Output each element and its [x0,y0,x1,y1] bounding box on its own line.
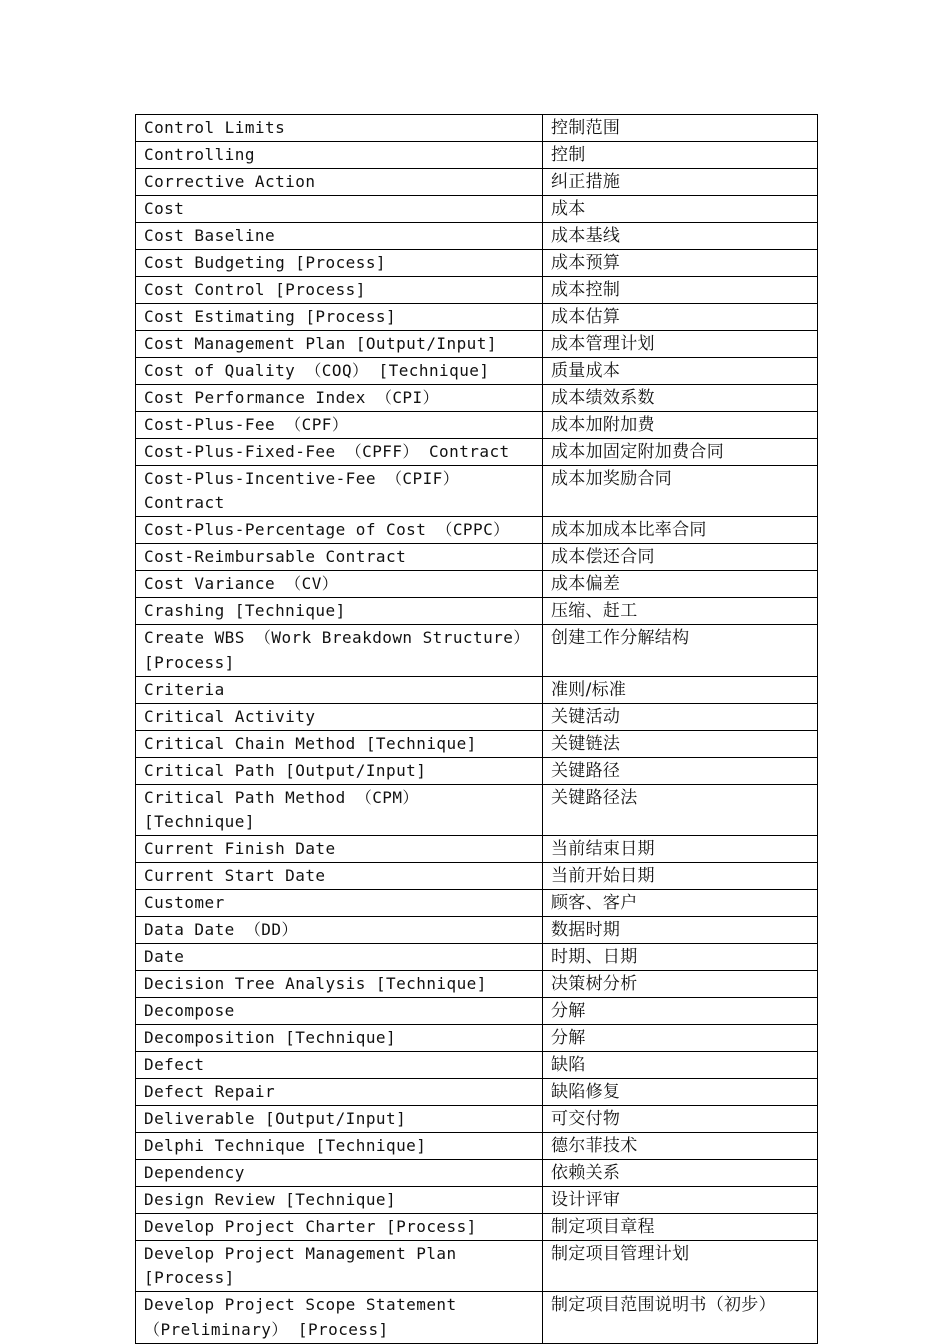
table-row [136,971,818,998]
term-cell: Decomposition [Technique] [136,1025,543,1052]
translation-cell: 分解 [543,998,818,1025]
table-row [136,1292,818,1344]
translation-cell: 分解 [543,1025,818,1052]
translation-cell: 关键路径 [543,758,818,785]
table-row [136,785,818,836]
translation-cell: 成本绩效系数 [543,385,818,412]
translation-cell: 压缩、赶工 [543,598,818,625]
translation-cell: 决策树分析 [543,971,818,998]
term-cell: Create WBS （Work Breakdown Structure） [Process] [136,625,543,677]
translation-cell: 当前结束日期 [543,836,818,863]
term-cell: Cost-Plus-Fixed-Fee （CPFF） Contract [136,439,543,466]
translation-cell: 成本 [543,196,818,223]
term-cell: Defect Repair [136,1079,543,1106]
term-cell: Delphi Technique [Technique] [136,1133,543,1160]
translation-cell: 成本估算 [543,304,818,331]
term-cell: Design Review [Technique] [136,1187,543,1214]
translation-cell: 依赖关系 [543,1160,818,1187]
glossary-table [135,114,818,1344]
translation-cell: 成本加附加费 [543,412,818,439]
term-cell: Critical Chain Method [Technique] [136,731,543,758]
term-cell: Critical Path [Output/Input] [136,758,543,785]
term-cell: Corrective Action [136,169,543,196]
table-row [136,836,818,863]
term-cell: Cost Baseline [136,223,543,250]
term-cell: Deliverable [Output/Input] [136,1106,543,1133]
translation-cell: 德尔菲技术 [543,1133,818,1160]
table-row [136,1079,818,1106]
table-row [136,250,818,277]
table-row [136,890,818,917]
translation-cell: 成本基线 [543,223,818,250]
term-cell: Defect [136,1052,543,1079]
table-row [136,544,818,571]
table-row [136,704,818,731]
translation-cell: 制定项目章程 [543,1214,818,1241]
table-row [136,998,818,1025]
translation-cell: 顾客、客户 [543,890,818,917]
table-row [136,731,818,758]
table-row [136,1214,818,1241]
term-cell: Develop Project Scope Statement （Preliminary） [Process] [136,1292,543,1344]
term-cell: Cost Control [Process] [136,277,543,304]
table-row [136,304,818,331]
translation-cell: 时期、日期 [543,944,818,971]
table-row [136,142,818,169]
term-cell: Critical Activity [136,704,543,731]
table-row [136,1241,818,1292]
term-cell: Cost Estimating [Process] [136,304,543,331]
term-cell: Criteria [136,677,543,704]
term-cell: Data Date （DD） [136,917,543,944]
translation-cell: 当前开始日期 [543,863,818,890]
table-row [136,385,818,412]
table-row [136,1187,818,1214]
term-cell: Cost-Plus-Percentage of Cost （CPPC） [136,517,543,544]
term-cell: Cost [136,196,543,223]
translation-cell: 成本管理计划 [543,331,818,358]
table-row [136,863,818,890]
term-cell: Decompose [136,998,543,1025]
table-row [136,571,818,598]
translation-cell: 关键路径法 [543,785,818,836]
translation-cell: 成本控制 [543,277,818,304]
term-cell: Cost-Reimbursable Contract [136,544,543,571]
translation-cell: 数据时期 [543,917,818,944]
term-cell: Current Start Date [136,863,543,890]
translation-cell: 创建工作分解结构 [543,625,818,677]
table-row [136,1052,818,1079]
glossary-table-body [136,115,818,1344]
table-row [136,196,818,223]
translation-cell: 成本预算 [543,250,818,277]
term-cell: Cost Performance Index （CPI） [136,385,543,412]
table-row [136,598,818,625]
table-row [136,439,818,466]
table-row [136,358,818,385]
term-cell: Cost Variance （CV） [136,571,543,598]
table-row [136,517,818,544]
translation-cell: 关键活动 [543,704,818,731]
table-row [136,1160,818,1187]
table-row [136,277,818,304]
translation-cell: 成本加固定附加费合同 [543,439,818,466]
term-cell: Crashing [Technique] [136,598,543,625]
table-row [136,758,818,785]
translation-cell: 制定项目管理计划 [543,1241,818,1292]
term-cell: Date [136,944,543,971]
table-row [136,1106,818,1133]
table-row [136,331,818,358]
term-cell: Develop Project Charter [Process] [136,1214,543,1241]
table-row [136,677,818,704]
table-row [136,223,818,250]
translation-cell: 控制范围 [543,115,818,142]
table-row [136,1025,818,1052]
translation-cell: 成本偿还合同 [543,544,818,571]
table-row [136,466,818,517]
term-cell: Current Finish Date [136,836,543,863]
translation-cell: 缺陷修复 [543,1079,818,1106]
translation-cell: 关键链法 [543,731,818,758]
translation-cell: 纠正措施 [543,169,818,196]
translation-cell: 准则/标准 [543,677,818,704]
table-row [136,944,818,971]
term-cell: Cost Budgeting [Process] [136,250,543,277]
translation-cell: 可交付物 [543,1106,818,1133]
table-row [136,115,818,142]
table-row [136,625,818,677]
term-cell: Customer [136,890,543,917]
term-cell: Critical Path Method （CPM） [Technique] [136,785,543,836]
table-row [136,917,818,944]
translation-cell: 成本偏差 [543,571,818,598]
term-cell: Cost-Plus-Incentive-Fee （CPIF） Contract [136,466,543,517]
term-cell: Control Limits [136,115,543,142]
translation-cell: 控制 [543,142,818,169]
term-cell: Cost of Quality （COQ） [Technique] [136,358,543,385]
term-cell: Cost-Plus-Fee （CPF） [136,412,543,439]
table-row [136,412,818,439]
translation-cell: 制定项目范围说明书（初步） [543,1292,818,1344]
term-cell: Dependency [136,1160,543,1187]
term-cell: Cost Management Plan [Output/Input] [136,331,543,358]
translation-cell: 成本加奖励合同 [543,466,818,517]
translation-cell: 设计评审 [543,1187,818,1214]
translation-cell: 缺陷 [543,1052,818,1079]
term-cell: Decision Tree Analysis [Technique] [136,971,543,998]
term-cell: Controlling [136,142,543,169]
table-row [136,169,818,196]
table-row [136,1133,818,1160]
translation-cell: 成本加成本比率合同 [543,517,818,544]
translation-cell: 质量成本 [543,358,818,385]
term-cell: Develop Project Management Plan [Process] [136,1241,543,1292]
